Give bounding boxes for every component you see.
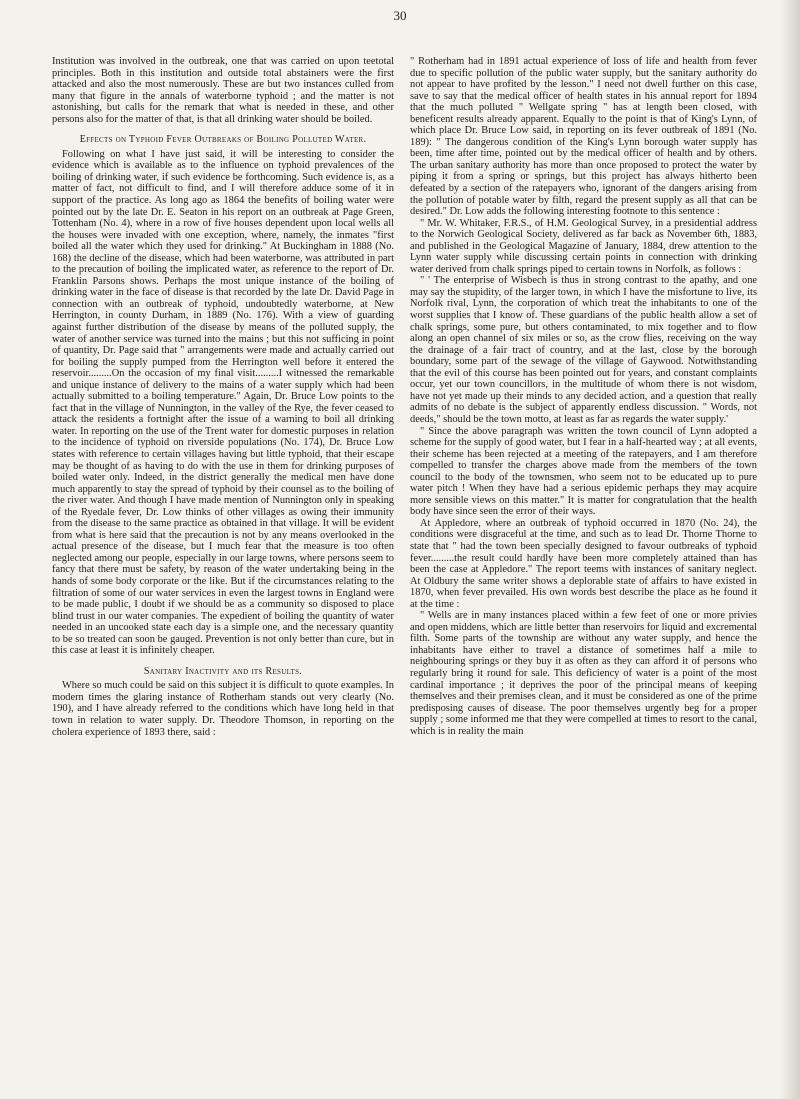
- left-column: [52, 56, 394, 738]
- page-edge-shadow: [780, 0, 800, 1099]
- paragraph: " Mr. W. Whitaker, F.R.S., of H.M. Geological Survey, in a presidential address to the Norwich Geological Society, delivered as far back as November 6th, 1883, and published in the Geological Magazine of January, 1884, drew attention to the Lynn water supply while discussing certain points in connection with drinking water derived from chalk springs piped to certain towns in Norfolk, as follows :: [410, 217, 757, 275]
- section-heading-boiling-water: Effects on Typhoid Fever Outbreaks of Boiling Polluted Water.: [79, 134, 367, 146]
- paragraph: Following on what I have just said, it will be interesting to consider the evidence which is available as to the influence on typhoid prevalences of the boiling of drinking water, if such evidence be forthcoming. Such evidence is, as a matter of fact, not difficult to find, and I will therefore adduce some of it in support of the practice. As long ago as 1864 the benefits of boiling water were pointed out by the late Dr. E. Seaton in his report on an outbreak at Page Green, Tottenham (No. 4), where in a row of five houses dependent upon local wells all the houses were invaded with one exception, where, namely, the inmates "first boiled all the water which they used for drinking." At Buckingham in 1888 (No. 168) the decline of the disease, which had been waterborne, was attributed in part to the precaution of boiling the implicated water, as reference to the report of Dr. Franklin Parsons shows. Perhaps the most unique instance of the boiling of drinking water in the face of disease is that recorded by the late Dr. David Page in connection with an outbreak of typhoid, undoubtedly waterborne, at New Herrington, in county Durham, in 1889 (No. 176). With a view of guarding against further distribution of the disease by means of the polluted supply, the water of another service was turned into the mains ; but this not sufficing in point of quantity, Dr. Page said that " arrangements were made and actually carried out for boiling the supply pumped from the Herrington well before it entered the reservoir.........On the occasion of my final visit.........I witnessed the remarkable and unique instance of delivery to the mains of a water supply which had been actually submitted to a boiling temperature." Again, Dr. Bruce Low points to the fact that in the village of Nunnington, in the valley of the Rye, the fever ceased to attack the residents a fortnight after the issue of a warning to boil all drinking water. In reporting on the use of the Trent water for domestic purposes in relation to the incidence of typhoid on riverside populations (No. 174), Dr. Bruce Low states with reference to certain villages having but little typhoid, that their escape may be thought of as having to do with the use in them for drinking purposes of boiled water only. Indeed, in the district generally the medical men have done much apparently to stay the spread of typhoid by their counsel as to the boiling of the river water. And though I have made mention of Nunnington only in speaking of the Ryedale fever, Dr. Low thinks of other villages as owing their immunity from the disease to the same practice as obtained in that village. It will be evident from what is here said that the precaution is not by any means overlooked in the actual presence of the disease, but I much fear that the measure is too often neglected among our people, especially in our large towns, where persons seem to fancy that there must be safety, by reason of the water undertaking being in the hands of some body corporate or the like. But if the circumstances relating to the filtration of some of our water services in even the largest towns in England were to be made public, I doubt if we should be as a community so disposed to place blind trust in our water companies. The expedient of boiling the quantity of water needed in an uncooked state each day is a simple one, and the necessary quantity to be so treated can soon be gauged. Prevention is not only better than cure, but in this case at least it is infinitely cheaper.: [52, 148, 394, 657]
- section-heading-sanitary-inactivity: Sanitary Inactivity and its Results.: [143, 665, 303, 677]
- paragraph: At Appledore, where an outbreak of typhoid occurred in 1870 (No. 24), the conditions were disgraceful at the time, and such as to lead Dr. Thorne Thorne to state that " had the town been specially designed to favour outbreaks of typhoid fever.........the result could hardly have been more completely attained than has been the case at Appledore." The report teems with instances of sanitary neglect. At Oldbury the same writer shows a deplorable state of affairs to have existed in 1870, when fever prevailed. His own words best describe the place as he found it at the time :: [410, 517, 757, 610]
- paragraph: " Wells are in many instances placed within a few feet of one or more privies and open middens, which are little better than reservoirs for liquid and excremental filth. Some parts of the township are without any water supply, and hence the inhabitants have either to travel a distance of sometimes half a mile to neighbouring springs or they buy it as often as they can afford it of persons who regularly bring it round for sale. This deficiency of water is a point of the most cardinal importance ; it deprives the poor of the principal means of keeping themselves and their premises clean, and it must be considered as one of the prime predisposing causes of disease. The poor themselves urgently beg for a proper supply ; some informed me that they were compelled at times to resort to the canal, which is in reality the main: [410, 610, 757, 737]
- paragraph: Where so much could be said on this subject it is difficult to quote examples. In modern times the glaring instance of Rotherham stands out very clearly (No. 190), and I have already referred to the conditions which have long held in that town in relation to water supply. Dr. Theodore Thomson, in reporting on the cholera experience of 1893 there, said :: [52, 680, 394, 738]
- right-column: [410, 56, 757, 737]
- paragraph: " Since the above paragraph was written the town council of Lynn adopted a scheme for the supply of good water, but I fear in a half-hearted way ; at all events, their scheme has been rejected at a meeting of the ratepayers, and I am therefore compelled to transfer the charges above made from the members of the town council to the body of the townsmen, who seem not to be educated up to pure water pitch ! When they have had a serious epidemic perhaps they may acquire more sensible views on this matter." It is matter for congratulation that the health body have since seen the error of their ways.: [410, 425, 757, 518]
- paragraph: Institution was involved in the outbreak, one that was carried on upon teetotal principles. Both in this institution and outside total abstainers were the first attacked and also the most numerously. These are but two instances culled from many that figure in the annals of waterborne typhoid ; and the matter is not astonishing, but calls for the remark that what is needed in these, and other persons also for the matter of that, is that all drinking water should be boiled.: [52, 56, 394, 125]
- paragraph: " Rotherham had in 1891 actual experience of loss of life and health from fever due to specific pollution of the public water supply, but the sanitary authority do not appear to have profited by the lesson." I need not dwell further on this case, save to say that the medical officer of health states in his annual report for 1894 that the much polluted " Wellgate spring " has at length been closed, with beneficent results already apparent. Equally to the point is that of King's Lynn, of which place Dr. Bruce Low said, in reporting on its fever outbreak of 1891 (No. 189): " The dangerous condition of the King's Lynn borough water supply has been, time after time, pointed out by the medical officer of health and by others. The urban sanitary authority has more than once proposed to protect the water by piping it from a spring or springs, but this project has always hitherto been defeated by a section of the ratepayers who, ignorant of the dangers arising from the pollution of potable water by filth, regard the present supply as all that can be desired." Dr. Low adds the following interesting footnote to this sentence :: [410, 56, 757, 218]
- paragraph: " ' The enterprise of Wisbech is thus in strong contrast to the apathy, and one may say the stupidity, of the larger town, in which I have the misfortune to live, its Norfolk rival, Lynn, the corporation of which treat the inhabitants to one of the worst supplies that I know of. These guardians of the public health allow a set of chalk springs, some pure, but others contaminated, to mix together and to flow along an open channel of six miles or so, as the crow flies, receiving on the way the drainage of a fair tract of country, and at the last, close by the borough boundary, some part of the sewage of the village of Gaywood. Notwithstanding that the evil of this course has been pointed out for years, and constant complaints occur, yet our town councillors, in the multitude of whom there is not wisdom, have not yet made up their minds to any decided action, and a question that really admits of no debate is the subject of apparently endless discussion. " Words, not deeds," should be the town motto, at least as far as regards the water supply.': [410, 275, 757, 425]
- page-number: 30: [393, 8, 407, 23]
